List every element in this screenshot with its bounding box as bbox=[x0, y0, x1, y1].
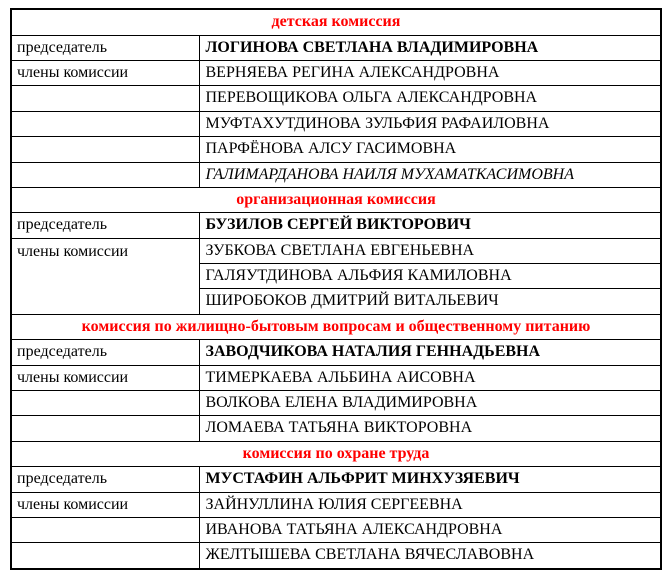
table-row bbox=[11, 35, 661, 60]
chair-label-cell: председатель bbox=[11, 35, 199, 60]
empty-label-cell bbox=[11, 162, 199, 187]
table-row bbox=[11, 162, 661, 187]
table-row bbox=[11, 60, 661, 85]
member-name-cell: ГАЛЯУТДИНОВА АЛЬФИЯ КАМИЛОВНА bbox=[199, 264, 661, 289]
member-name-cell: ПАРФЁНОВА АЛСУ ГАСИМОВНА bbox=[199, 137, 661, 162]
member-name-cell: ЗАЙНУЛЛИНА ЮЛИЯ СЕРГЕЕВНА bbox=[199, 492, 661, 517]
members-label-cell: члены комиссии bbox=[11, 492, 199, 517]
empty-label-cell bbox=[11, 111, 199, 136]
chair-label-cell: председатель bbox=[11, 213, 199, 238]
chair-name-cell: БУЗИЛОВ СЕРГЕЙ ВИКТОРОВИЧ bbox=[199, 213, 661, 238]
table-row bbox=[11, 492, 661, 517]
member-name-cell: ИВАНОВА ТАТЬЯНА АЛЕКСАНДРОВНА bbox=[199, 517, 661, 542]
table-row bbox=[11, 314, 661, 339]
table-row bbox=[11, 441, 661, 466]
empty-label-cell bbox=[11, 391, 199, 416]
table-row bbox=[11, 86, 661, 111]
table-row bbox=[11, 213, 661, 238]
members-label-cell: члены комиссии bbox=[11, 60, 199, 85]
commissions-table-body bbox=[11, 9, 661, 569]
section-title: организационная комиссия bbox=[11, 187, 661, 212]
table-row bbox=[11, 9, 661, 35]
table-row bbox=[11, 111, 661, 136]
empty-label-cell bbox=[11, 543, 199, 569]
member-name-cell: ВЕРНЯЕВА РЕГИНА АЛЕКСАНДРОВНА bbox=[199, 60, 661, 85]
member-name-cell: ЗУБКОВА СВЕТЛАНА ЕВГЕНЬЕВНА bbox=[199, 238, 661, 263]
empty-label-cell bbox=[11, 416, 199, 441]
member-name-cell: ШИРОБОКОВ ДМИТРИЙ ВИТАЛЬЕВИЧ bbox=[199, 289, 661, 314]
chair-label-cell: председатель bbox=[11, 467, 199, 492]
members-label-cell: члены комиссии bbox=[11, 238, 199, 314]
member-name-cell: ЛОМАЕВА ТАТЬЯНА ВИКТОРОВНА bbox=[199, 416, 661, 441]
member-name-cell: ГАЛИМАРДАНОВА НАИЛЯ МУХАМАТКАСИМОВНА bbox=[199, 162, 661, 187]
member-name-cell: МУФТАХУТДИНОВА ЗУЛЬФИЯ РАФАИЛОВНА bbox=[199, 111, 661, 136]
section-title: комиссия по жилищно-бытовым вопросам и общественному питанию bbox=[11, 314, 661, 339]
chair-label-cell: председатель bbox=[11, 340, 199, 365]
table-row bbox=[11, 543, 661, 569]
table-row bbox=[11, 391, 661, 416]
table-row bbox=[11, 137, 661, 162]
members-label-cell: члены комиссии bbox=[11, 365, 199, 390]
empty-label-cell bbox=[11, 517, 199, 542]
table-row bbox=[11, 416, 661, 441]
empty-label-cell bbox=[11, 137, 199, 162]
member-name-cell: ВОЛКОВА ЕЛЕНА ВЛАДИМИРОВНА bbox=[199, 391, 661, 416]
empty-label-cell bbox=[11, 86, 199, 111]
member-name-cell: ТИМЕРКАЕВА АЛЬБИНА АИСОВНА bbox=[199, 365, 661, 390]
table-row bbox=[11, 517, 661, 542]
table-row bbox=[11, 365, 661, 390]
chair-name-cell: ЛОГИНОВА СВЕТЛАНА ВЛАДИМИРОВНА bbox=[199, 35, 661, 60]
chair-name-cell: МУСТАФИН АЛЬФРИТ МИНХУЗЯЕВИЧ bbox=[199, 467, 661, 492]
table-row bbox=[11, 467, 661, 492]
section-title: комиссия по охране труда bbox=[11, 441, 661, 466]
member-name-cell: ПЕРЕВОЩИКОВА ОЛЬГА АЛЕКСАНДРОВНА bbox=[199, 86, 661, 111]
table-row bbox=[11, 238, 661, 263]
commissions-table bbox=[10, 8, 662, 570]
chair-name-cell: ЗАВОДЧИКОВА НАТАЛИЯ ГЕННАДЬЕВНА bbox=[199, 340, 661, 365]
section-title: детская комиссия bbox=[11, 9, 661, 35]
member-name-cell: ЖЕЛТЫШЕВА СВЕТЛАНА ВЯЧЕСЛАВОВНА bbox=[199, 543, 661, 569]
table-row bbox=[11, 340, 661, 365]
table-row bbox=[11, 187, 661, 212]
